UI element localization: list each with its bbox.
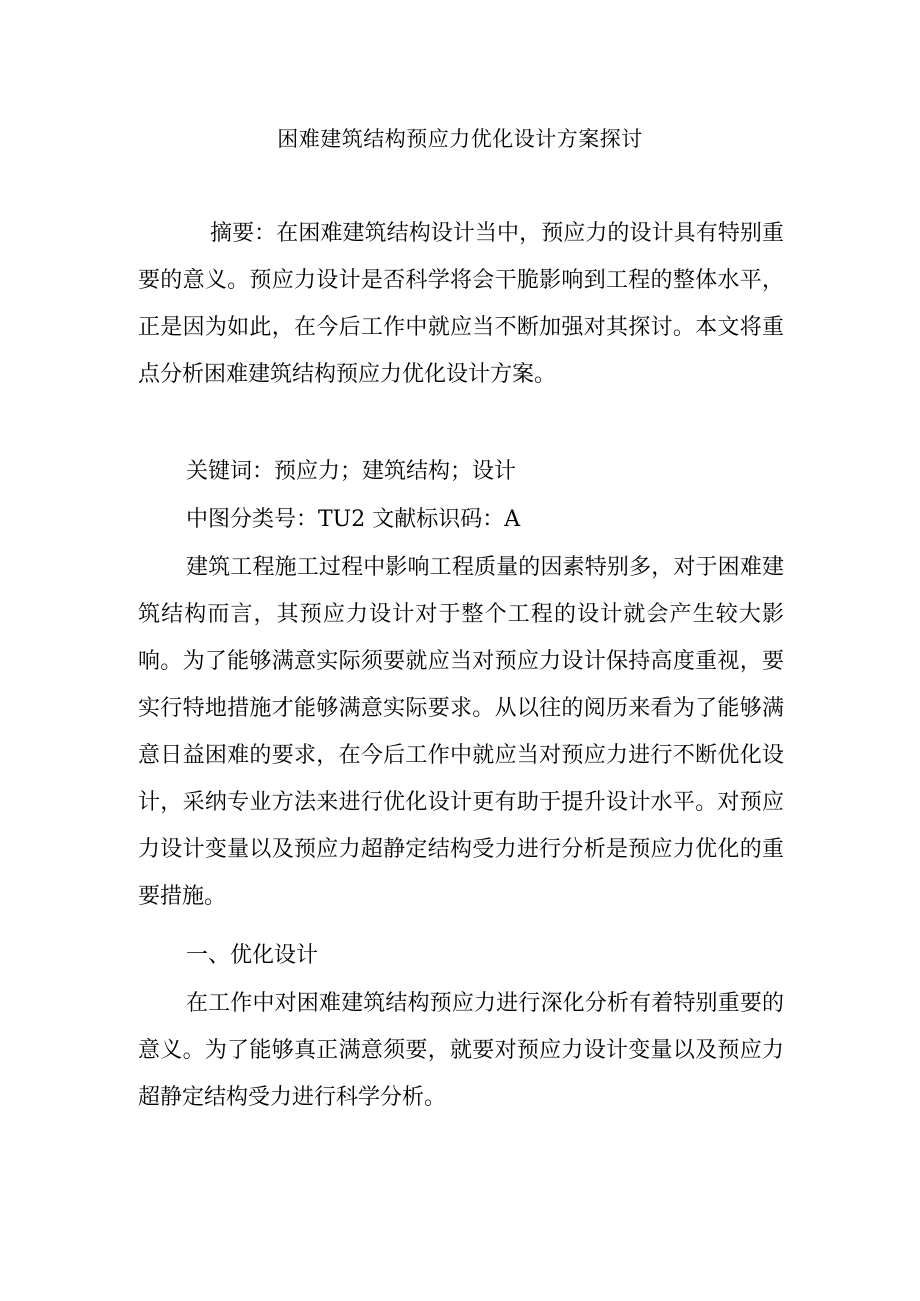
body-paragraph-2: 在工作中对困难建筑结构预应力进行深化分析有着特别重要的意义。为了能够真正满意须要，就要对预应力设计变量以及预应力超静定结构受力进行科学分析。 <box>138 991 784 1110</box>
section-heading: 一、优化设计 <box>186 943 319 968</box>
body-paragraph-1: 建筑工程施工过程中影响工程质量的因素特别多，对于困难建筑结构而言，其预应力设计对于整个工程的设计就会产生较大影响。为了能够满意实际须要就应当对预应力设计保持高度重视，要实行特地措施才能够满意实际要求。从以往的阅历来看为了能够满意日益困难的要求，在今后工作中就应当对预应力进行不断优化设计，采纳专业方法来进行优化设计更有助于提升设计水平。对预应力设计变量以及预应力超静定结构受力进行分析是预应力优化的重要措施。 <box>138 555 784 909</box>
abstract-paragraph: 摘要：在困难建筑结构设计当中，预应力的设计具有特别重要的意义。预应力设计是否科学将会干脆影响到工程的整体水平，正是因为如此，在今后工作中就应当不断加强对其探讨。本文将重点分析困难建筑结构预应力优化设计方案。 <box>138 221 784 387</box>
document-title: 困难建筑结构预应力优化设计方案探讨 <box>277 127 643 151</box>
classification-line: 中图分类号：TU2 文献标识码：A <box>186 507 521 532</box>
keywords-line: 关键词：预应力；建筑结构；设计 <box>186 459 517 484</box>
